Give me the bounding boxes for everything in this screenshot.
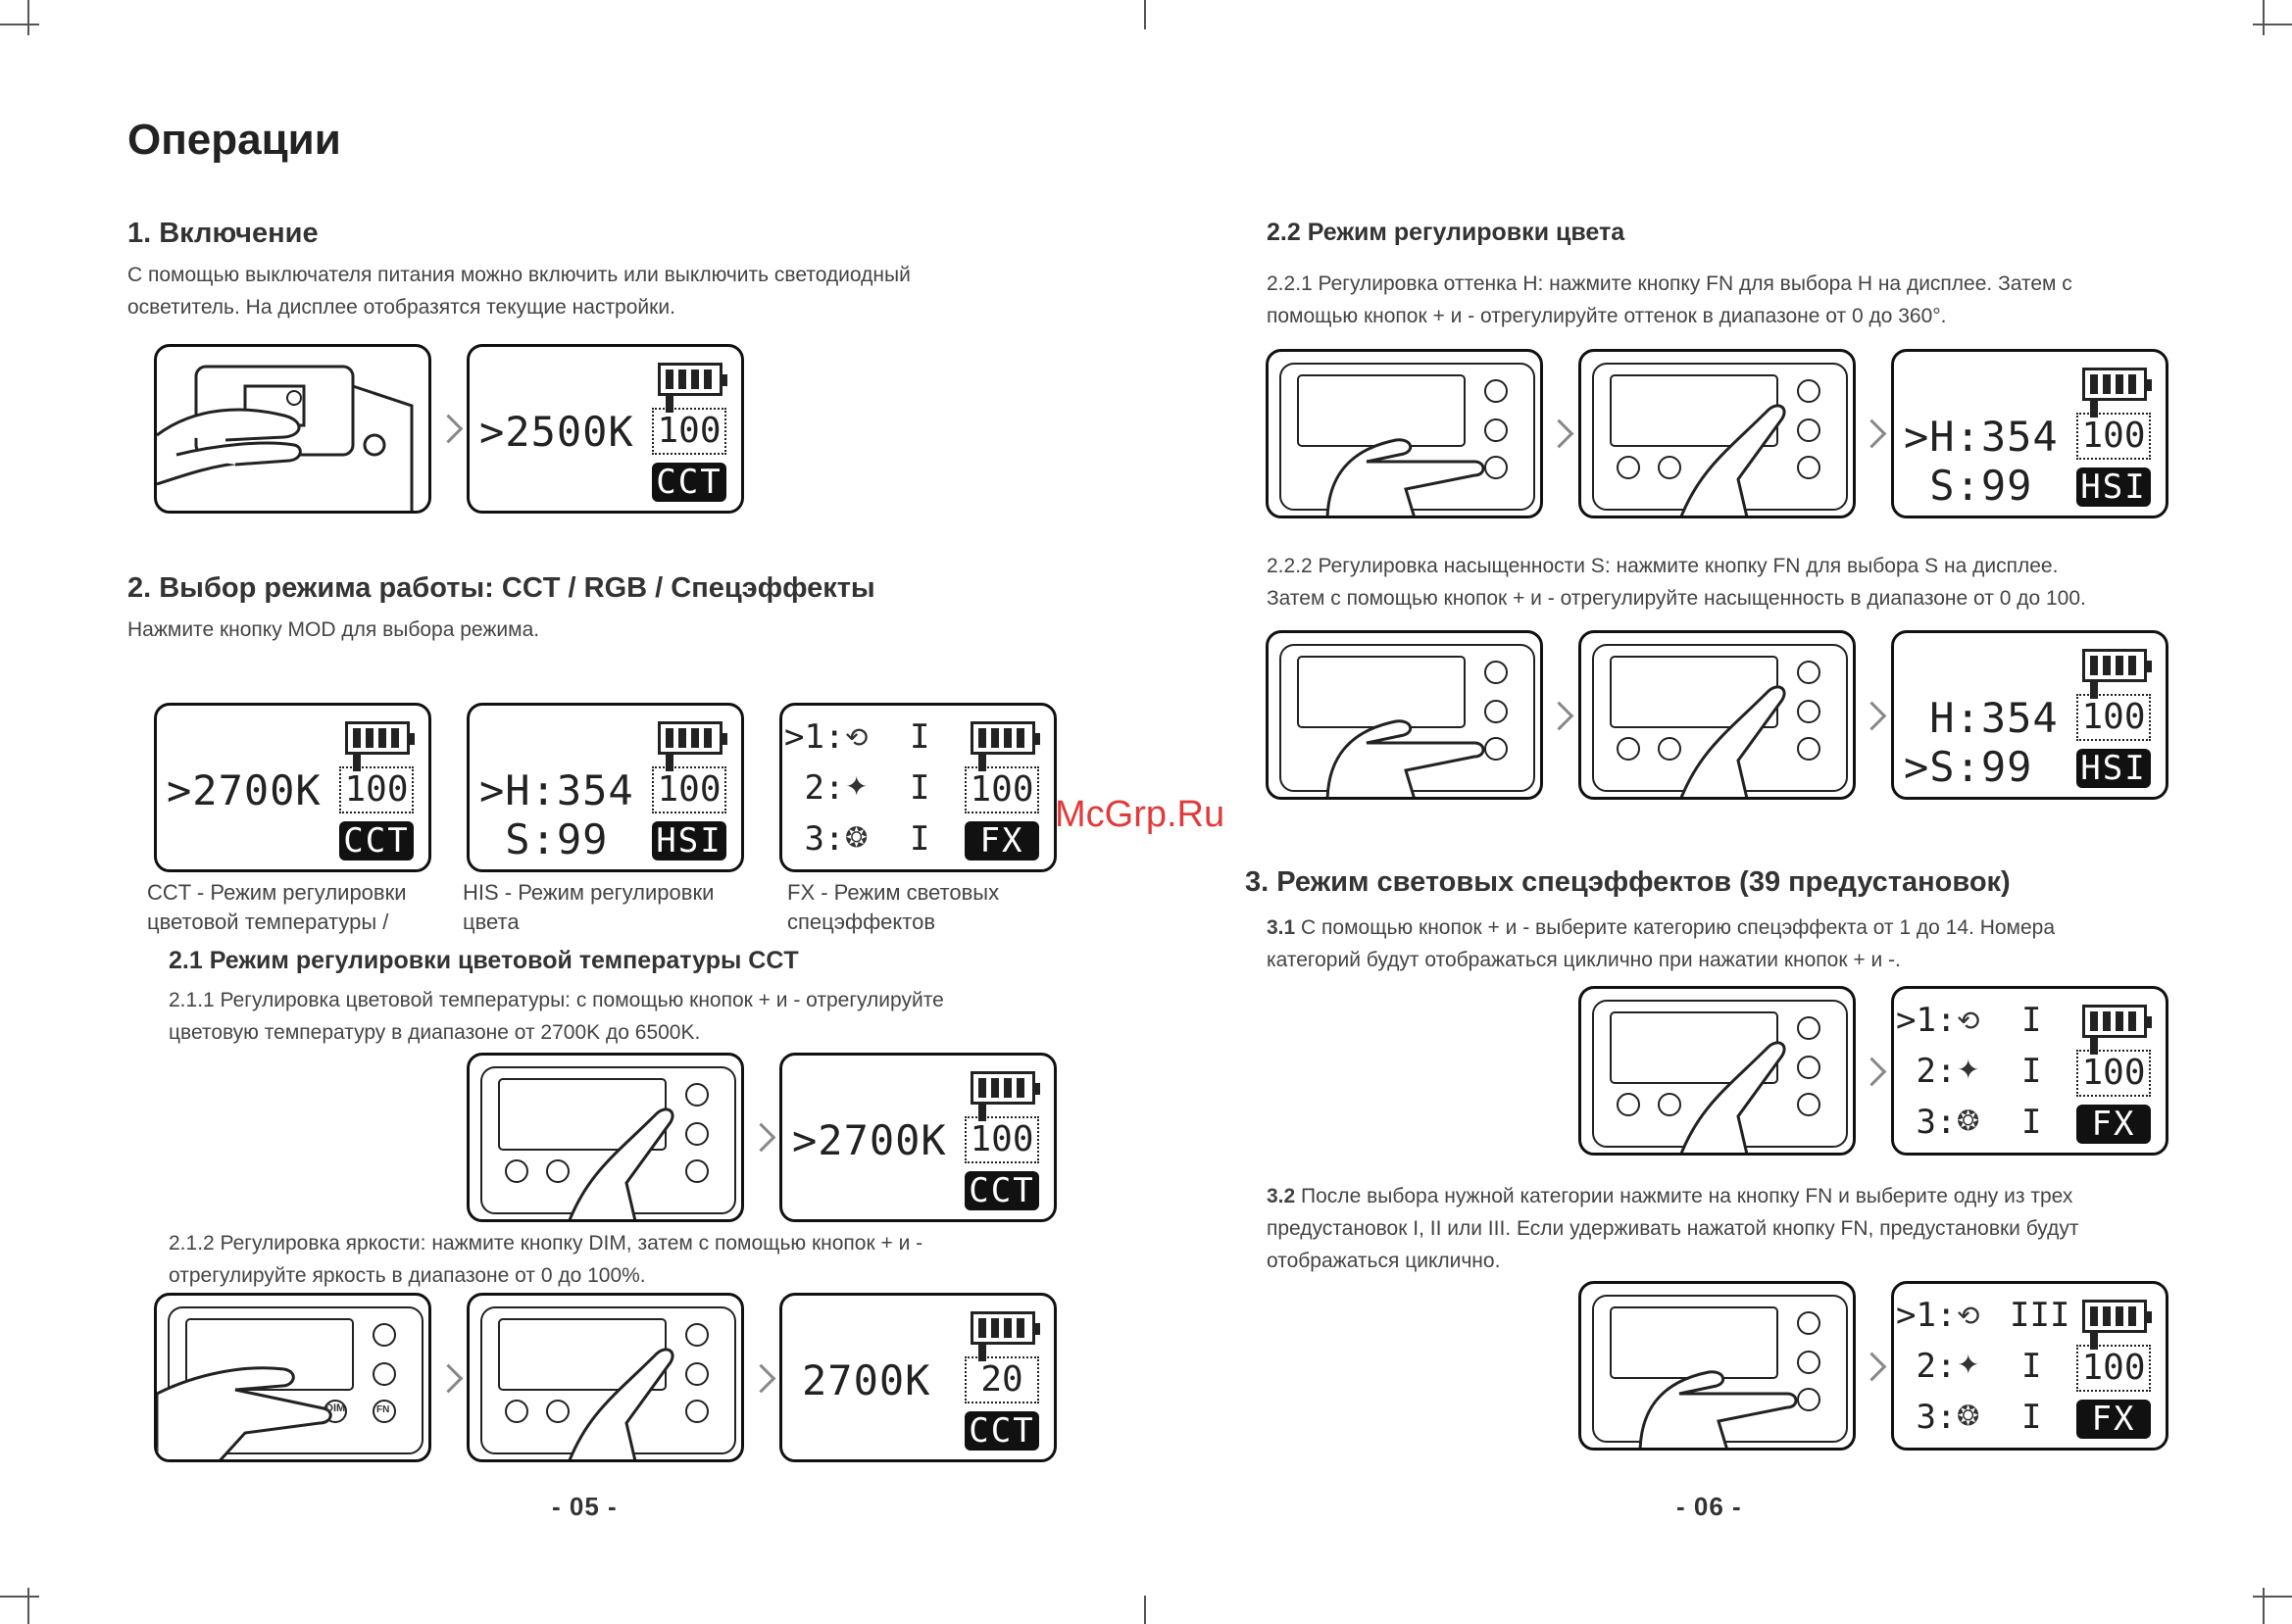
caption-fx-line1: FX - Режим световых	[787, 880, 1000, 905]
battery-icon	[658, 721, 722, 755]
device-panel-dim	[154, 1293, 431, 1462]
lcd-temperature: 2700K	[802, 1356, 931, 1404]
fn-button-label: FN	[376, 1404, 390, 1415]
lcd-fx-preset-1: III	[2010, 1296, 2070, 1335]
lcd-value: 100	[652, 408, 726, 455]
lcd-display-saturation	[1891, 630, 2168, 800]
device-panel-plus-minus	[1578, 349, 1856, 518]
lcd-mode-badge: CCT	[965, 1411, 1039, 1451]
section-2-1-2-text-line2: отрегулируйте яркость в диапазоне от 0 до 100%.	[169, 1264, 646, 1287]
arrow-right-icon	[1858, 1353, 1887, 1382]
power-switch-illustration	[154, 344, 431, 514]
lcd-mode-badge: CCT	[652, 463, 726, 502]
lcd-display-hsi	[467, 703, 744, 872]
lcd-fx-row-3: 3:	[1896, 1103, 1957, 1142]
bomb-icon: ❂	[1957, 1401, 1980, 1431]
battery-icon	[2082, 1005, 2147, 1038]
page-title: Операции	[127, 116, 341, 164]
section-3-2-text-line2: предустановок I, II или III. Если удерживать нажатой кнопку FN, предустановки будут	[1267, 1217, 2079, 1240]
device-panel-fn	[1578, 1281, 1856, 1451]
device-panel-fn	[1266, 630, 1543, 800]
page-number-left: - 05 -	[552, 1492, 618, 1521]
arrow-right-icon	[1545, 702, 1574, 731]
lcd-value: 100	[652, 766, 726, 813]
battery-icon	[658, 363, 722, 396]
lcd-display-fx-category	[1891, 986, 2168, 1156]
lcd-display-cct-adjust	[779, 1053, 1057, 1222]
lcd-value: 100	[965, 1116, 1039, 1163]
lcd-temperature: >2700K	[792, 1116, 947, 1164]
device-panel-plus-minus	[467, 1053, 744, 1222]
lcd-fx-preset-3: I	[2021, 1103, 2042, 1142]
lcd-display-power-on	[467, 344, 744, 514]
crop-mark	[27, 0, 29, 35]
lcd-mode-badge: CCT	[339, 821, 414, 861]
lcd-value: 100	[2076, 413, 2151, 460]
lcd-mode-badge: FX	[2076, 1400, 2151, 1439]
battery-icon	[971, 1311, 1035, 1345]
lcd-fx-preset-2: I	[2021, 1347, 2042, 1386]
section-2-1-1-text-line1: 2.1.1 Регулировка цветовой температуры: с помощью кнопок + и - отрегулируйте	[169, 989, 944, 1011]
lcd-hue: H:354	[1904, 694, 2059, 742]
arrow-right-icon	[1858, 1058, 1887, 1087]
arrow-right-icon	[434, 1364, 464, 1394]
lcd-value: 100	[2076, 1050, 2151, 1097]
section-3-2-text-line3: отображаться циклично.	[1267, 1250, 1501, 1272]
lcd-fx-row-2: 2:	[784, 768, 845, 808]
lcd-fx-row-3: 3:	[784, 819, 845, 859]
section-2-2-1-text-line2: помощью кнопок + и - отрегулируйте оттенок в диапазоне от 0 до 360°.	[1267, 305, 1947, 327]
lcd-fx-preset-3: I	[2021, 1398, 2042, 1437]
section-2-2-heading: 2.2 Режим регулировки цвета	[1267, 219, 1625, 246]
lcd-mode-badge: HSI	[2076, 468, 2151, 507]
section-1-heading: 1. Включение	[127, 218, 319, 249]
bomb-icon: ❂	[845, 822, 869, 853]
lcd-fx-row-2: 2:	[1896, 1347, 1957, 1386]
lcd-fx-preset-2: I	[2021, 1052, 2042, 1091]
lcd-mode-badge: FX	[2076, 1105, 2151, 1144]
watermark: McGrp.Ru	[1055, 794, 1225, 835]
crop-mark	[0, 24, 39, 25]
lcd-saturation: S:99	[479, 815, 609, 863]
dim-button-label: DIM	[325, 1403, 346, 1414]
device-panel-plus-minus	[467, 1293, 744, 1462]
section-2-1-heading: 2.1 Режим регулировки цветовой температуры CCT	[169, 947, 799, 974]
caption-his-line2: цвета	[463, 910, 520, 934]
lcd-display-hue	[1891, 349, 2168, 518]
crop-mark	[27, 1588, 29, 1624]
section-3-2-text-line1	[1267, 1180, 2072, 1212]
device-panel-fn	[1266, 349, 1543, 518]
battery-icon	[971, 721, 1035, 755]
caption-his-line1: HIS - Режим регулировки	[463, 880, 715, 905]
section-3-2-text: После выбора нужной категории нажмите на кнопку FN и выберите одну из трех	[1295, 1185, 2073, 1207]
caption-cct-line2: цветовой температуры /	[147, 910, 389, 934]
lcd-fx-row-2: 2:	[1896, 1052, 1957, 1091]
section-3-heading: 3. Режим световых спецэффектов (39 предустановок)	[1245, 866, 2011, 898]
lcd-display-brightness	[779, 1293, 1057, 1462]
bomb-icon: ❂	[1957, 1106, 1980, 1136]
battery-icon	[2082, 649, 2147, 682]
section-3-1-number: 3.1	[1267, 916, 1296, 939]
arrow-right-icon	[1858, 419, 1887, 449]
lcd-value: 100	[2076, 694, 2151, 741]
section-2-1-2-text-line1: 2.1.2 Регулировка яркости: нажмите кнопку DIM, затем с помощью кнопок + и -	[169, 1232, 923, 1255]
lcd-mode-badge: FX	[965, 821, 1039, 861]
arrow-right-icon	[1858, 702, 1887, 731]
lcd-fx-row-1: >1:	[1896, 1296, 1957, 1335]
lcd-value: 100	[965, 766, 1039, 813]
section-3-1-text-line1	[1267, 911, 2055, 944]
sparkle-icon: ✦	[1957, 1350, 1980, 1380]
arrow-right-icon	[1545, 419, 1574, 449]
crop-mark	[0, 1596, 39, 1598]
lcd-hue: >H:354	[479, 766, 634, 814]
lcd-display-fx	[779, 703, 1057, 872]
crop-mark	[2263, 1588, 2265, 1624]
battery-icon	[2082, 368, 2147, 401]
section-1-text-line2: осветитель. На дисплее отобразятся текущие настройки.	[127, 296, 675, 319]
loop-icon: ⟲	[1957, 1006, 1980, 1036]
lcd-display-fx-preset	[1891, 1281, 2168, 1451]
lcd-display-cct	[154, 703, 431, 872]
loop-icon: ⟲	[1957, 1301, 1980, 1331]
crop-mark	[2263, 0, 2265, 35]
sparkle-icon: ✦	[1957, 1055, 1980, 1085]
loop-icon: ⟲	[845, 722, 869, 753]
crop-mark	[2253, 1596, 2292, 1598]
sparkle-icon: ✦	[845, 771, 869, 802]
lcd-fx-preset-2: I	[910, 768, 930, 808]
caption-cct-line1: CCT - Режим регулировки	[147, 880, 407, 905]
section-2-2-2-text-line1: 2.2.2 Регулировка насыщенности S: нажмите кнопку FN для выбора S на дисплее.	[1267, 555, 2059, 577]
crop-mark	[2253, 24, 2292, 25]
lcd-temperature: >2700K	[167, 766, 322, 814]
arrow-right-icon	[434, 415, 464, 444]
lcd-saturation: S:99	[1904, 462, 2033, 510]
battery-icon	[971, 1071, 1035, 1105]
section-1-text-line1: С помощью выключателя питания можно включить или выключить светодиодный	[127, 264, 911, 286]
lcd-value: 100	[2076, 1345, 2151, 1392]
section-2-1-1-text-line2: цветовую температуру в диапазоне от 2700K до 6500K.	[169, 1021, 701, 1044]
lcd-fx-row-1: >1:	[784, 717, 845, 757]
lcd-fx-row-1: >1:	[1896, 1001, 1957, 1040]
lcd-fx-preset-3: I	[910, 819, 930, 859]
battery-icon	[345, 721, 410, 755]
section-3-1-text: С помощью кнопок + и - выберите категорию спецэффекта от 1 до 14. Номера	[1295, 916, 2056, 939]
section-2-heading: 2. Выбор режима работы: CCT / RGB / Спецэффекты	[127, 572, 875, 604]
lcd-mode-badge: HSI	[652, 821, 726, 861]
page-number-right: - 06 -	[1676, 1492, 1742, 1521]
lcd-value: 20	[965, 1356, 1039, 1403]
arrow-right-icon	[747, 1123, 776, 1153]
device-panel-plus-minus	[1578, 986, 1856, 1156]
section-3-1-text-line2: категорий будут отображаться циклично при нажатии кнопок + и -.	[1267, 949, 1901, 971]
lcd-fx-row-3: 3:	[1896, 1398, 1957, 1437]
arrow-right-icon	[747, 1364, 776, 1394]
section-2-2-2-text-line2: Затем с помощью кнопок + и - отрегулируйте насыщенность в диапазоне от 0 до 100.	[1267, 587, 2086, 610]
lcd-fx-preset-1: I	[910, 717, 930, 757]
caption-fx-line2: спецэффектов	[787, 910, 936, 934]
fold-mark	[1144, 1596, 1146, 1624]
device-panel-plus-minus	[1578, 630, 1856, 800]
lcd-temperature: >2500K	[479, 408, 634, 456]
fold-mark	[1144, 0, 1146, 29]
lcd-fx-preset-1: I	[2021, 1001, 2042, 1040]
battery-icon	[2082, 1300, 2147, 1333]
lcd-hue: >H:354	[1904, 413, 2059, 461]
section-3-2-number: 3.2	[1267, 1185, 1296, 1207]
section-2-2-1-text-line1: 2.2.1 Регулировка оттенка H: нажмите кнопку FN для выбора H на дисплее. Затем с	[1267, 272, 2072, 295]
lcd-mode-badge: CCT	[965, 1171, 1039, 1210]
section-2-text: Нажмите кнопку MOD для выбора режима.	[127, 618, 540, 641]
lcd-saturation: >S:99	[1904, 743, 2033, 791]
lcd-mode-badge: HSI	[2076, 749, 2151, 788]
lcd-value: 100	[339, 766, 414, 813]
